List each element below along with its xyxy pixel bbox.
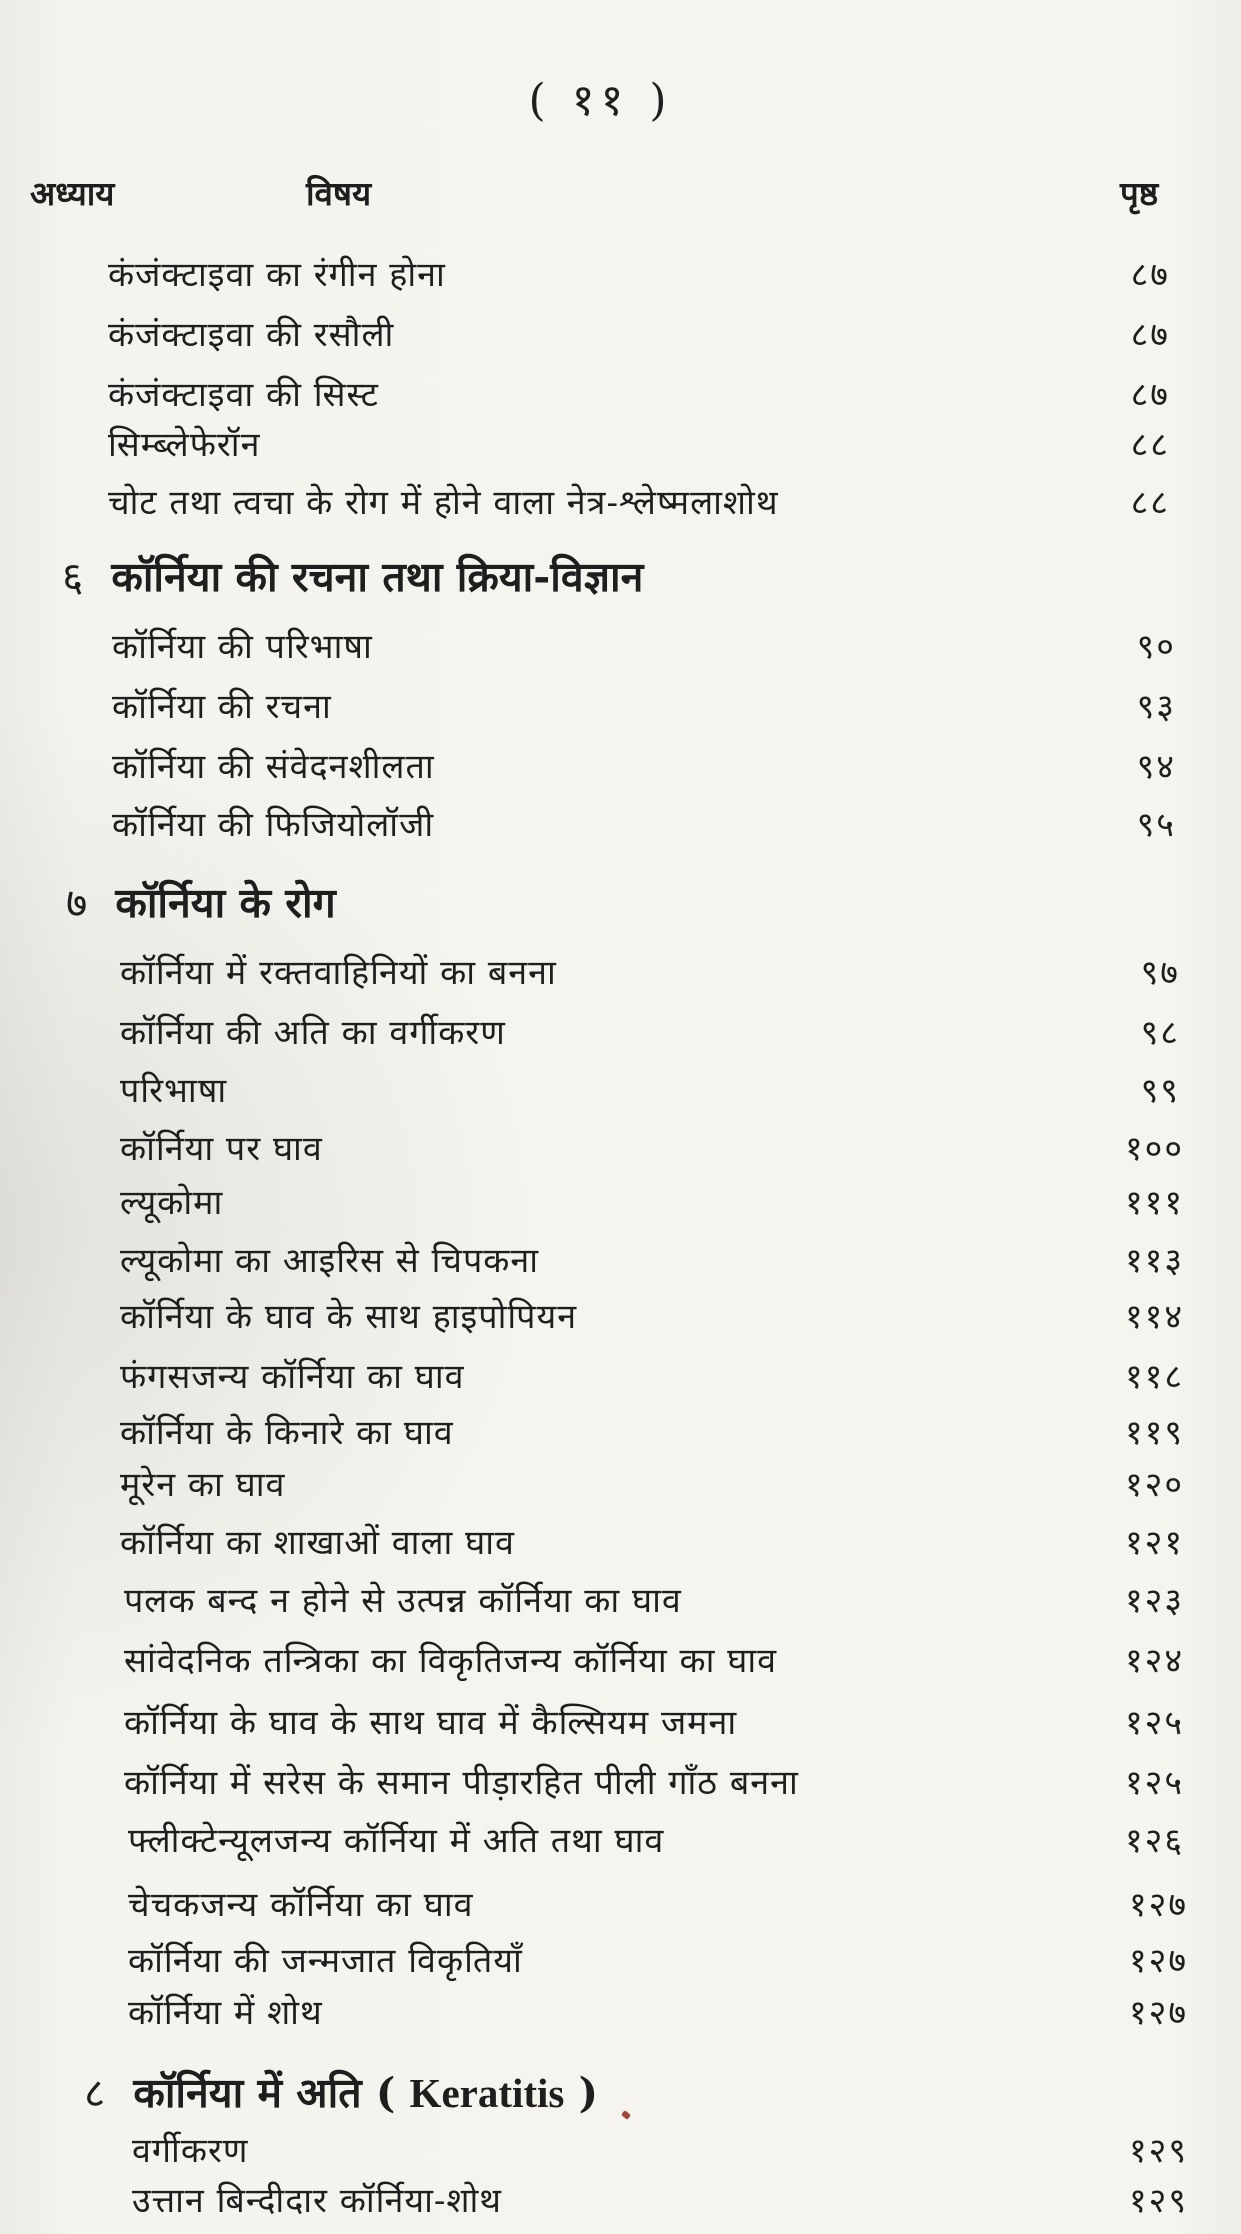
- toc-page-number: १२५: [1124, 1763, 1184, 1803]
- toc-page-number: १११: [1124, 1183, 1184, 1223]
- toc-page-number: १००: [1124, 1129, 1184, 1169]
- toc-page-number: १२७: [1128, 1885, 1188, 1925]
- toc-entry: कॉर्निया पर घाव: [120, 1129, 323, 1169]
- chapter-title: कॉर्निया के रोग: [115, 879, 336, 927]
- toc-page-number: १२३: [1124, 1581, 1184, 1621]
- chapter-heading: [66, 874, 336, 930]
- toc-page-number: ८८: [1130, 425, 1170, 465]
- toc-entry: कॉर्निया की फिजियोलॉजी: [112, 805, 435, 845]
- toc-page-number: ११३: [1124, 1241, 1184, 1281]
- toc-page-number: ११४: [1124, 1297, 1184, 1337]
- chapter-number: ७: [66, 879, 88, 927]
- page-number: ( ११ ): [528, 75, 673, 126]
- column-header-subject: विषय: [306, 174, 372, 213]
- toc-entry: पलक बन्द न होने से उत्पन्न कॉर्निया का घाव: [124, 1581, 682, 1621]
- toc-entry: कॉर्निया के घाव के साथ घाव में कैल्सियम जमना: [124, 1703, 738, 1743]
- ink-mark: [621, 2110, 631, 2120]
- chapter-number: ६: [62, 553, 84, 601]
- toc-entry: कॉर्निया की अति का वर्गीकरण: [120, 1013, 506, 1053]
- toc-entry: ल्यूकोमा का आइरिस से चिपकना: [120, 1241, 540, 1281]
- toc-entry: कॉर्निया की संवेदनशीलता: [112, 747, 435, 787]
- toc-page-number: १२९: [1128, 2181, 1188, 2221]
- toc-entry: कॉर्निया की परिभाषा: [112, 627, 373, 667]
- toc-entry: परिभाषा: [120, 1071, 228, 1111]
- toc-entry: कॉर्निया के किनारे का घाव: [120, 1413, 454, 1453]
- toc-page-number: ८७: [1130, 375, 1170, 415]
- toc-entry: मूरेन का घाव: [120, 1465, 286, 1505]
- chapter-number: ८: [84, 2069, 106, 2117]
- toc-entry: कॉर्निया के घाव के साथ हाइपोपियन: [120, 1297, 578, 1337]
- toc-page-number: १२७: [1128, 1993, 1188, 2033]
- toc-entry: कॉर्निया में सरेस के समान पीड़ारहित पीली गाँठ बनना: [124, 1763, 799, 1803]
- column-header-chapter: अध्याय: [30, 174, 115, 213]
- toc-entry: फ्लीक्टेन्यूलजन्य कॉर्निया में अति तथा घाव: [128, 1821, 665, 1861]
- toc-entry: वर्गीकरण: [132, 2131, 249, 2171]
- toc-entry: कॉर्निया में रक्तवाहिनियों का बनना: [120, 953, 557, 993]
- toc-entry: कॉर्निया की रचना: [112, 687, 332, 727]
- toc-entry: फंगसजन्य कॉर्निया का घाव: [120, 1357, 465, 1397]
- toc-entry: कंजंक्टाइवा की सिस्ट: [108, 375, 379, 415]
- chapter-title-close: ): [578, 2069, 599, 2117]
- chapter-title: कॉर्निया में अति (: [133, 2069, 396, 2117]
- toc-page-number: १२६: [1124, 1821, 1184, 1861]
- chapter-heading: [84, 2064, 598, 2120]
- column-header-page: पृष्ठ: [1120, 174, 1159, 213]
- toc-page-number: १२४: [1124, 1641, 1184, 1681]
- toc-entry: कॉर्निया की जन्मजात विकृतियाँ: [128, 1941, 523, 1981]
- toc-page-number: ८८: [1130, 483, 1170, 523]
- toc-entry: सिम्ब्लेफेरॉन: [108, 425, 261, 465]
- toc-page-number: ९५: [1136, 805, 1176, 845]
- toc-page-number: ९४: [1136, 747, 1176, 787]
- toc-entry: ल्यूकोमा: [120, 1183, 224, 1223]
- toc-entry: कंजंक्टाइवा का रंगीन होना: [108, 255, 446, 295]
- toc-page-number: ११९: [1124, 1413, 1184, 1453]
- toc-page-number: ११८: [1124, 1357, 1184, 1397]
- toc-entry: सांवेदनिक तन्त्रिका का विकृतिजन्य कॉर्निया का घाव: [124, 1641, 778, 1681]
- toc-entry: चेचकजन्य कॉर्निया का घाव: [128, 1885, 474, 1925]
- toc-page-number: १२७: [1128, 1941, 1188, 1981]
- toc-page-number: १२९: [1128, 2131, 1188, 2171]
- toc-page-number: ९७: [1140, 953, 1180, 993]
- toc-entry: कॉर्निया में शोथ: [128, 1993, 323, 2033]
- toc-page-number: ८७: [1130, 315, 1170, 355]
- toc-page-number: ८७: [1130, 255, 1170, 295]
- toc-page-number: ९०: [1136, 627, 1176, 667]
- toc-page-number: ९८: [1140, 1013, 1180, 1053]
- chapter-heading: [62, 548, 643, 604]
- toc-page-number: १२०: [1124, 1465, 1184, 1505]
- chapter-title-latin: Keratitis: [409, 2070, 565, 2116]
- toc-entry: कॉर्निया का शाखाओं वाला घाव: [120, 1523, 515, 1563]
- toc-page-number: १२५: [1124, 1703, 1184, 1743]
- toc-entry: चोट तथा त्वचा के रोग में होने वाला नेत्र-श्लेष्मलाशोथ: [108, 483, 779, 523]
- toc-page-number: १२१: [1124, 1523, 1184, 1563]
- chapter-title: कॉर्निया की रचना तथा क्रिया-विज्ञान: [111, 553, 644, 601]
- toc-page-number: ९९: [1140, 1071, 1180, 1111]
- toc-entry: उत्तान बिन्दीदार कॉर्निया-शोथ: [132, 2181, 503, 2221]
- toc-entry: कंजंक्टाइवा की रसौली: [108, 315, 395, 355]
- toc-page-number: ९३: [1136, 687, 1176, 727]
